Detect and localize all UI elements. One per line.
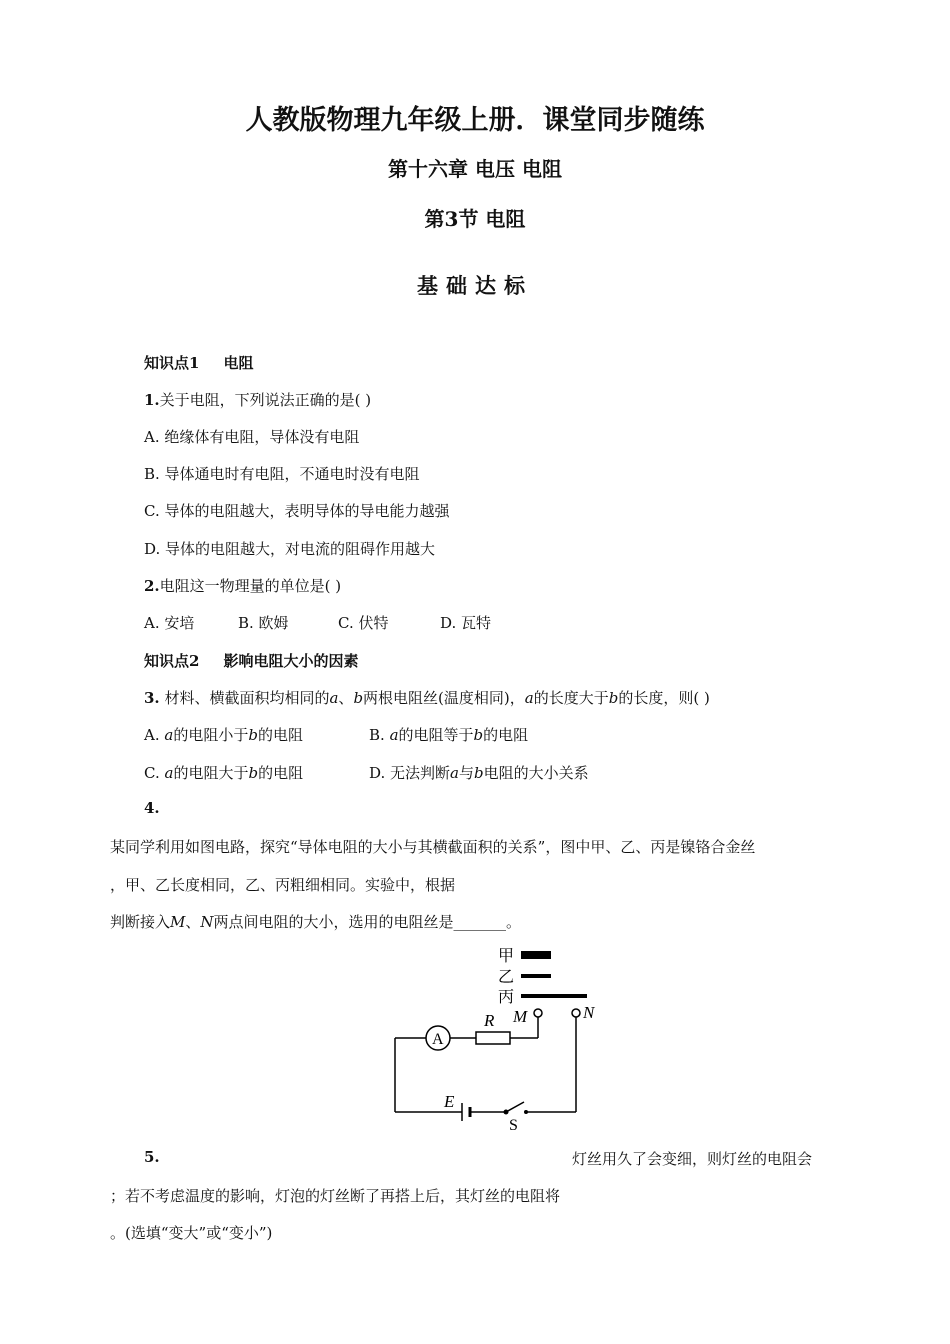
section-title: 第3节 电阻 <box>424 207 526 231</box>
wire-label-bing: 丙 <box>498 989 515 1006</box>
q3-var-a: a <box>329 689 339 707</box>
terminal-m-label: M <box>513 1007 528 1026</box>
q3c-text: 的电阻大于 <box>173 764 249 782</box>
q3b-var-a: a <box>389 726 399 744</box>
resistor-icon <box>476 1032 510 1044</box>
q3d-var-b: b <box>474 764 484 782</box>
question-5-line-2: ；若不考虑温度的影响，灯泡的灯丝断了再搭上后，其灯丝的电阻将 <box>110 1187 561 1205</box>
switch-icon <box>506 1102 524 1112</box>
question-2-stem <box>144 575 341 596</box>
kp2-name: 影响电阻大小的因素 <box>223 652 359 670</box>
q3d-text: 电阻的大小关系 <box>483 764 589 782</box>
q3-var-b: b <box>608 689 619 707</box>
q3c-text: 的电阻 <box>258 764 304 782</box>
kp2-label: 知识点2 <box>144 652 200 670</box>
circuit-diagram <box>380 940 610 1135</box>
q3-var-a: a <box>524 689 534 707</box>
knowledge-point-2 <box>144 650 358 671</box>
q3a-text: A. <box>144 726 165 744</box>
question-1-number: 1. <box>144 391 160 409</box>
q3-text: 两根电阻丝(温度相同)， <box>363 689 525 707</box>
kp1-name: 电阻 <box>223 354 254 372</box>
q3-var-b: b <box>353 689 364 707</box>
wire-yi <box>521 974 551 978</box>
question-4-number: 4. <box>144 799 160 817</box>
terminal-m-icon <box>534 1009 542 1017</box>
question-2-option-c: C. 伏特 <box>338 614 389 632</box>
battery-label: E <box>444 1092 455 1111</box>
q3a-var-a: a <box>164 726 174 744</box>
q4-text: 判断接入 <box>110 913 171 931</box>
q3c-var-a: a <box>164 764 174 782</box>
q3a-text: 的电阻 <box>257 726 303 744</box>
document-title: 人教版物理九年级上册．课堂同步随练 <box>245 105 705 136</box>
question-4-line-2: ，甲、乙长度相同，乙、丙粗细相同。实验中，根据 <box>110 876 456 894</box>
question-3-number: 3. <box>144 689 160 707</box>
q3d-text: D. 无法判断 <box>369 764 451 782</box>
q3b-text: B. <box>369 726 390 744</box>
terminal-n-icon <box>572 1009 580 1017</box>
question-3-stem <box>144 687 710 708</box>
kp1-label: 知识点1 <box>144 354 200 372</box>
q3-text: 的长度，则( ) <box>618 689 710 707</box>
q4-var-m: M <box>170 913 186 931</box>
question-3-option-c <box>144 762 303 783</box>
q3c-var-b: b <box>248 764 259 782</box>
q3d-text: 与 <box>458 764 474 782</box>
question-1-option-b: B. 导体通电时有电阻，不通电时没有电阻 <box>144 465 420 483</box>
question-2-option-a: A. 安培 <box>144 614 195 632</box>
question-4-line-3 <box>110 911 521 932</box>
ammeter-label: A <box>432 1031 444 1048</box>
question-4-line-1: 某同学利用如图电路，探究“导体电阻的大小与其横截面积的关系”，图中甲、乙、丙是镍铬合金丝 <box>110 838 756 856</box>
q3a-text: 的电阻小于 <box>173 726 249 744</box>
question-3-option-a <box>144 724 303 745</box>
question-2-option-b: B. 欧姆 <box>238 614 289 632</box>
wire-label-yi: 乙 <box>498 969 515 986</box>
terminal-n-label: N <box>583 1003 595 1022</box>
question-2-option-d: D. 瓦特 <box>440 614 492 632</box>
question-1-stem <box>144 389 371 410</box>
knowledge-point-1 <box>144 352 253 373</box>
q3d-var-a: a <box>450 764 459 782</box>
q3b-text: 的电阻等于 <box>398 726 474 744</box>
question-1-option-c: C. 导体的电阻越大，表明导体的导电能力越强 <box>144 502 450 520</box>
q3b-var-b: b <box>473 726 484 744</box>
question-1-option-d: D. 导体的电阻越大，对电流的阻碍作用越大 <box>144 540 436 558</box>
question-5-number: 5. <box>144 1148 160 1166</box>
q3b-text: 的电阻 <box>483 726 529 744</box>
switch-contact <box>524 1110 528 1114</box>
question-3-option-d <box>369 762 589 783</box>
q3-text: 的长度大于 <box>533 689 609 707</box>
wire-bing <box>521 994 587 998</box>
q4-text: 两点间电阻的大小，选用的电阻丝是_______。 <box>213 913 522 931</box>
question-2-text: 电阻这一物理量的单位是( ) <box>159 577 342 595</box>
wire-jia <box>521 951 551 959</box>
resistor-label: R <box>484 1011 495 1030</box>
q3a-var-b: b <box>248 726 258 744</box>
question-3-option-b <box>369 724 528 745</box>
q4-var-n: N <box>200 913 214 931</box>
q3c-text: C. <box>144 764 165 782</box>
question-1-option-a: A. 绝缘体有电阻，导体没有电阻 <box>144 428 360 446</box>
wire-label-jia: 甲 <box>498 948 515 965</box>
question-2-number: 2. <box>144 577 160 595</box>
question-5-line-1: 灯丝用久了会变细，则灯丝的电阻会 <box>572 1150 813 1168</box>
exercise-heading: 基础达标 <box>417 273 533 298</box>
switch-label: S <box>509 1117 518 1134</box>
q4-text: 、 <box>185 913 201 931</box>
chapter-title: 第十六章 电压 电阻 <box>388 157 562 181</box>
q3-text: 、 <box>338 689 354 707</box>
q3-text: 材料、横截面积均相同的 <box>164 689 330 707</box>
question-1-text: 关于电阻，下列说法正确的是( ) <box>159 391 372 409</box>
question-5-line-3: 。(选填“变大”或“变小”) <box>110 1224 273 1242</box>
